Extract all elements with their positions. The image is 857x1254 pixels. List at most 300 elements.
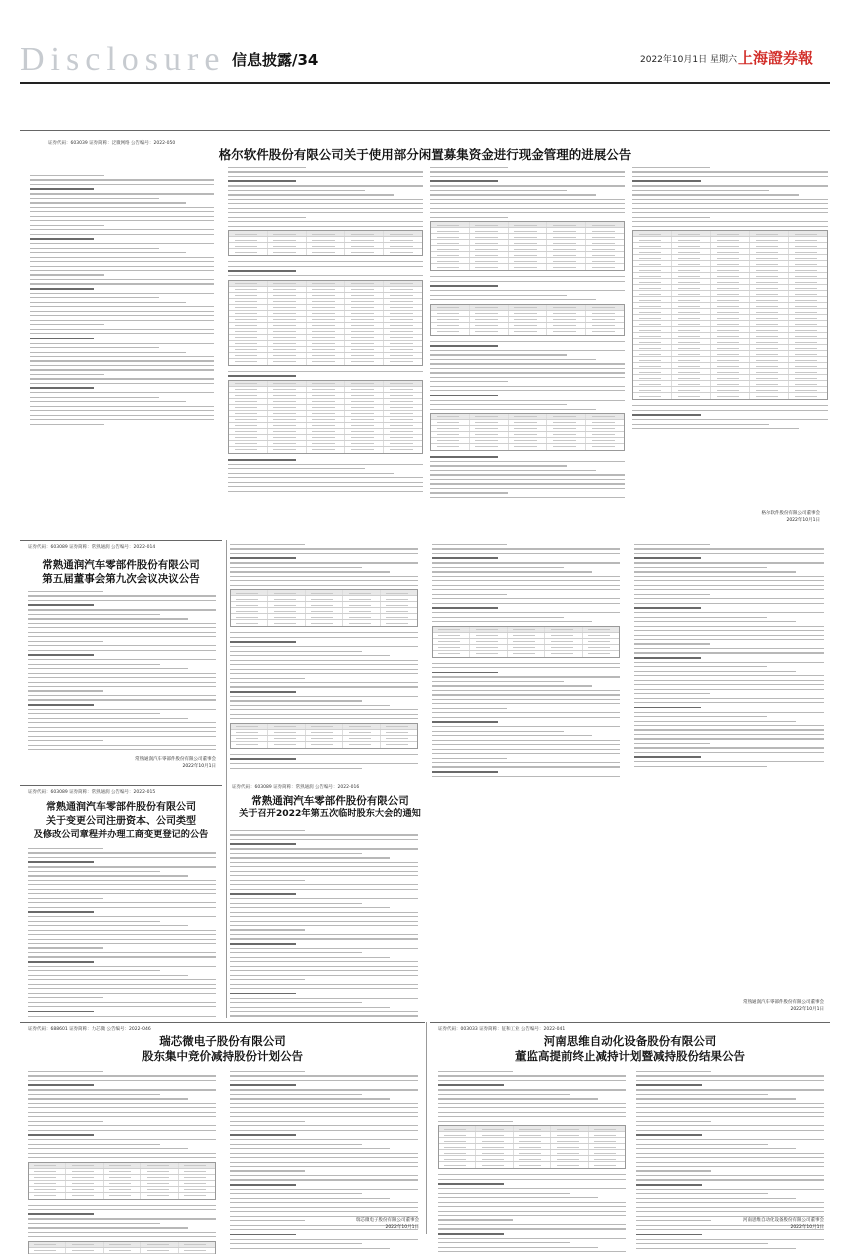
body-text-line bbox=[230, 669, 418, 670]
table-cell bbox=[431, 317, 470, 322]
body-text-line bbox=[438, 1116, 626, 1117]
body-text-line bbox=[432, 744, 620, 745]
body-text-line bbox=[230, 696, 418, 697]
table-cell bbox=[306, 620, 343, 626]
table-cell bbox=[29, 1169, 66, 1174]
body-text-line bbox=[430, 359, 596, 360]
table-cell bbox=[307, 249, 346, 255]
table-cell bbox=[672, 255, 711, 260]
table-cell bbox=[431, 329, 470, 335]
table-cell bbox=[583, 651, 619, 657]
table-cell bbox=[672, 369, 711, 374]
table-cell bbox=[583, 633, 619, 638]
body-text-line bbox=[230, 1134, 296, 1136]
body-text-line bbox=[632, 410, 828, 411]
announcement-block-1 bbox=[20, 130, 830, 528]
body-text-line bbox=[636, 1202, 824, 1203]
table-cell bbox=[306, 730, 343, 735]
body-text-line bbox=[430, 474, 625, 475]
table-cell bbox=[711, 255, 750, 260]
body-text-line bbox=[230, 705, 390, 706]
body-text-line bbox=[28, 893, 216, 894]
table-cell bbox=[268, 335, 307, 340]
table-cell bbox=[29, 1242, 66, 1247]
body-text-line bbox=[30, 248, 159, 249]
body-text-line bbox=[230, 988, 418, 989]
table-cell bbox=[509, 305, 548, 310]
table-cell bbox=[439, 1126, 476, 1131]
body-text-line bbox=[228, 375, 296, 377]
body-text-line bbox=[636, 1130, 824, 1131]
body-text-line bbox=[634, 738, 824, 739]
body-text-line bbox=[432, 589, 620, 590]
body-text-line bbox=[432, 617, 564, 618]
table-cell bbox=[307, 341, 346, 346]
body-text-line bbox=[228, 468, 365, 469]
announcement-title-line-1: 河南思维自动化设备股份有限公司 bbox=[543, 1034, 717, 1048]
body-text-line bbox=[28, 632, 216, 633]
body-text-line bbox=[230, 830, 305, 831]
body-text-line bbox=[430, 176, 625, 177]
body-text-line bbox=[28, 907, 216, 908]
body-text-line bbox=[430, 194, 596, 195]
table-cell bbox=[268, 341, 307, 346]
body-text-line bbox=[30, 184, 214, 185]
body-text-line bbox=[28, 627, 216, 628]
body-text-line bbox=[432, 771, 498, 773]
table-cell bbox=[66, 1181, 103, 1186]
table-cell bbox=[789, 381, 827, 386]
table-cell bbox=[345, 435, 384, 440]
body-text-line bbox=[228, 208, 423, 209]
body-text-line bbox=[30, 347, 159, 348]
announcement-title-line-2: 关于召开2022年第五次临时股东大会的通知 bbox=[239, 808, 421, 819]
body-text-line bbox=[432, 621, 592, 622]
body-text-line bbox=[230, 632, 418, 633]
table-cell bbox=[268, 736, 305, 741]
table-cell bbox=[711, 363, 750, 368]
body-text-line bbox=[30, 374, 104, 375]
table-cell bbox=[431, 222, 470, 227]
body-text-line bbox=[28, 654, 94, 656]
text-column bbox=[230, 830, 418, 1020]
table-cell bbox=[384, 353, 422, 358]
table-cell bbox=[633, 297, 672, 302]
body-text-line bbox=[30, 243, 214, 244]
column-divider bbox=[226, 540, 227, 1018]
table-cell bbox=[789, 327, 827, 332]
table-cell bbox=[633, 315, 672, 320]
body-text-line bbox=[30, 378, 214, 379]
body-text-line bbox=[30, 401, 186, 402]
body-text-line bbox=[632, 428, 799, 429]
body-text-line bbox=[230, 763, 418, 764]
announcement-title-line-2: 第五届董事会第九次会议决议公告 bbox=[42, 573, 200, 585]
table-cell bbox=[586, 222, 624, 227]
body-text-line bbox=[28, 911, 94, 913]
body-text-line bbox=[430, 386, 625, 387]
table-cell bbox=[268, 231, 307, 236]
table-cell bbox=[509, 246, 548, 251]
table-cell bbox=[750, 255, 789, 260]
body-text-line bbox=[230, 957, 390, 958]
signature-date: 2022年10月1日 bbox=[786, 518, 820, 523]
table-cell bbox=[470, 305, 509, 310]
body-text-line bbox=[28, 718, 188, 719]
body-text-line bbox=[636, 1089, 824, 1090]
body-text-line bbox=[28, 1153, 216, 1154]
body-text-line bbox=[230, 848, 418, 849]
table-cell bbox=[789, 387, 827, 392]
data-table bbox=[28, 1241, 216, 1254]
table-cell bbox=[789, 297, 827, 302]
table-cell bbox=[711, 303, 750, 308]
body-text-line bbox=[636, 1243, 768, 1244]
table-cell bbox=[231, 608, 268, 613]
body-text-line bbox=[438, 1098, 598, 1099]
table-cell bbox=[104, 1193, 141, 1199]
table-cell bbox=[789, 309, 827, 314]
table-cell bbox=[789, 285, 827, 290]
table-cell bbox=[551, 1138, 588, 1143]
body-text-line bbox=[28, 591, 103, 592]
body-text-line bbox=[228, 217, 306, 218]
table-cell bbox=[547, 432, 586, 437]
table-cell bbox=[711, 309, 750, 314]
signature-date: 2022年10月1日 bbox=[182, 764, 216, 769]
body-text-line bbox=[438, 1071, 513, 1072]
announcement-title: 格尔软件股份有限公司关于使用部分闲置募集资金进行现金管理的进展公告 bbox=[218, 147, 632, 162]
table-cell bbox=[345, 387, 384, 392]
body-text-line bbox=[28, 1236, 216, 1237]
body-text-line bbox=[432, 672, 498, 674]
table-cell bbox=[470, 329, 509, 335]
table-cell bbox=[179, 1248, 215, 1253]
body-text-line bbox=[634, 589, 824, 590]
body-text-line bbox=[432, 548, 620, 549]
data-table bbox=[228, 380, 423, 454]
section-title: 信息披露/34 bbox=[232, 51, 319, 69]
table-cell bbox=[470, 228, 509, 233]
body-text-line bbox=[28, 636, 216, 637]
body-text-line bbox=[438, 1202, 626, 1203]
body-text-line bbox=[636, 1125, 824, 1126]
table-cell bbox=[307, 311, 346, 316]
table-cell bbox=[231, 596, 268, 601]
body-text-line bbox=[228, 171, 423, 172]
body-text-line bbox=[228, 486, 423, 487]
body-text-line bbox=[634, 671, 796, 672]
body-text-line bbox=[230, 898, 418, 899]
table-cell bbox=[268, 329, 307, 334]
text-column bbox=[432, 544, 620, 780]
body-text-line bbox=[430, 345, 498, 347]
body-text-line bbox=[28, 690, 103, 691]
table-cell bbox=[229, 329, 268, 334]
body-text-line bbox=[230, 651, 362, 652]
table-cell bbox=[589, 1138, 625, 1143]
body-text-line bbox=[636, 1234, 702, 1236]
table-cell bbox=[672, 261, 711, 266]
body-text-line bbox=[28, 1157, 216, 1158]
table-cell bbox=[711, 327, 750, 332]
table-cell bbox=[343, 730, 380, 735]
body-text-line bbox=[634, 675, 824, 676]
body-text-line bbox=[230, 1007, 390, 1008]
table-cell bbox=[514, 1132, 551, 1137]
body-text-line bbox=[636, 1166, 824, 1167]
table-cell bbox=[229, 311, 268, 316]
table-cell bbox=[29, 1163, 66, 1168]
table-cell bbox=[104, 1242, 141, 1247]
body-text-line bbox=[230, 938, 418, 939]
body-text-line bbox=[632, 414, 701, 416]
table-cell bbox=[229, 429, 268, 434]
body-text-line bbox=[636, 1112, 824, 1113]
table-cell bbox=[586, 234, 624, 239]
body-text-line bbox=[228, 491, 423, 492]
table-cell bbox=[307, 429, 346, 434]
table-cell bbox=[583, 627, 619, 632]
body-text-line bbox=[430, 377, 625, 378]
table-cell bbox=[470, 438, 509, 443]
body-text-line bbox=[30, 211, 214, 212]
table-cell bbox=[229, 299, 268, 304]
body-text-line bbox=[632, 167, 710, 168]
table-cell bbox=[141, 1242, 178, 1247]
body-text-line bbox=[28, 1218, 216, 1219]
body-text-line bbox=[432, 681, 564, 682]
table-cell bbox=[514, 1126, 551, 1131]
table-cell bbox=[547, 426, 586, 431]
table-cell bbox=[470, 258, 509, 263]
table-row bbox=[229, 359, 422, 365]
body-text-line bbox=[432, 776, 620, 777]
body-text-line bbox=[28, 984, 216, 985]
table-cell bbox=[514, 1150, 551, 1155]
table-cell bbox=[104, 1175, 141, 1180]
table-cell bbox=[268, 447, 307, 453]
body-text-line bbox=[228, 203, 423, 204]
body-text-line bbox=[30, 352, 186, 353]
body-text-line bbox=[228, 371, 423, 372]
body-text-line bbox=[432, 726, 620, 727]
body-text-line bbox=[28, 595, 216, 596]
body-text-line bbox=[228, 226, 423, 227]
body-text-line bbox=[228, 180, 296, 182]
body-text-line bbox=[230, 646, 418, 647]
announcement-title-line-3: 及修改公司章程并办理工商变更登记的公告 bbox=[33, 829, 209, 840]
body-text-line bbox=[30, 329, 214, 330]
body-text-line bbox=[430, 212, 625, 213]
body-text-line bbox=[634, 544, 710, 545]
table-cell bbox=[268, 393, 307, 398]
table-cell bbox=[268, 399, 307, 404]
table-cell bbox=[29, 1248, 66, 1253]
table-cell bbox=[633, 261, 672, 266]
body-text-line bbox=[634, 553, 824, 554]
body-text-line bbox=[432, 676, 620, 677]
body-text-line bbox=[28, 641, 103, 642]
text-column bbox=[28, 1071, 216, 1254]
table-cell bbox=[345, 411, 384, 416]
table-cell bbox=[384, 381, 422, 386]
table-cell bbox=[551, 1162, 588, 1168]
table-cell bbox=[431, 414, 470, 419]
body-text-line bbox=[636, 1189, 824, 1190]
table-cell bbox=[672, 381, 711, 386]
table-cell bbox=[750, 231, 789, 236]
table-cell bbox=[633, 375, 672, 380]
table-cell bbox=[431, 420, 470, 425]
body-text-line bbox=[230, 571, 390, 572]
text-column bbox=[28, 848, 216, 1020]
announcement-block-2 bbox=[20, 540, 222, 780]
body-text-line bbox=[634, 603, 824, 604]
table-cell bbox=[231, 736, 268, 741]
table-cell bbox=[345, 317, 384, 322]
body-text-line bbox=[438, 1103, 626, 1104]
announcement-title-line-2: 关于变更公司注册资本、公司类型 bbox=[46, 816, 196, 827]
body-text-line bbox=[634, 707, 701, 709]
body-text-line bbox=[230, 834, 418, 835]
table-cell bbox=[229, 341, 268, 346]
body-text-line bbox=[28, 609, 216, 610]
body-text-line bbox=[230, 1116, 418, 1117]
table-cell bbox=[231, 730, 268, 735]
table-cell bbox=[66, 1242, 103, 1247]
table-cell bbox=[439, 1144, 476, 1149]
table-cell bbox=[789, 273, 827, 278]
body-text-line bbox=[634, 684, 824, 685]
table-cell bbox=[509, 317, 548, 322]
table-cell bbox=[589, 1150, 625, 1155]
body-text-line bbox=[632, 208, 828, 209]
table-cell bbox=[470, 252, 509, 257]
body-text-line bbox=[636, 1080, 824, 1081]
body-text-line bbox=[632, 203, 828, 204]
table-cell bbox=[306, 596, 343, 601]
table-cell bbox=[672, 327, 711, 332]
body-text-line bbox=[634, 662, 824, 663]
table-cell bbox=[384, 411, 422, 416]
body-text-line bbox=[230, 961, 418, 962]
body-text-line bbox=[28, 871, 160, 872]
table-cell bbox=[750, 387, 789, 392]
body-text-line bbox=[230, 993, 296, 995]
table-cell bbox=[384, 359, 422, 365]
table-cell bbox=[672, 357, 711, 362]
body-text-line bbox=[432, 562, 620, 563]
table-cell bbox=[711, 315, 750, 320]
table-cell bbox=[509, 420, 548, 425]
table-cell bbox=[179, 1187, 215, 1192]
table-cell bbox=[384, 341, 422, 346]
body-text-line bbox=[432, 685, 592, 686]
table-cell bbox=[345, 305, 384, 310]
data-table bbox=[230, 589, 418, 627]
table-cell bbox=[384, 243, 422, 248]
table-row bbox=[229, 249, 422, 255]
table-cell bbox=[711, 339, 750, 344]
table-cell bbox=[711, 351, 750, 356]
body-text-line bbox=[28, 1112, 216, 1113]
body-text-line bbox=[634, 743, 710, 744]
table-cell bbox=[711, 297, 750, 302]
table-cell bbox=[268, 435, 307, 440]
table-cell bbox=[307, 299, 346, 304]
table-cell bbox=[345, 281, 384, 286]
body-text-line bbox=[230, 857, 390, 858]
body-text-line bbox=[430, 281, 625, 282]
table-cell bbox=[381, 736, 417, 741]
body-text-line bbox=[430, 341, 625, 342]
table-cell bbox=[104, 1187, 141, 1192]
body-text-line bbox=[430, 299, 596, 300]
table-cell bbox=[750, 345, 789, 350]
table-cell bbox=[229, 381, 268, 386]
body-text-line bbox=[230, 1239, 418, 1240]
table-cell bbox=[345, 293, 384, 298]
body-text-line bbox=[230, 562, 418, 563]
body-text-line bbox=[28, 600, 216, 601]
table-cell bbox=[343, 736, 380, 741]
body-text-line bbox=[432, 553, 620, 554]
body-text-line bbox=[636, 1139, 824, 1140]
body-text-line bbox=[230, 1121, 305, 1122]
body-text-line bbox=[30, 288, 94, 290]
body-text-line bbox=[230, 1089, 418, 1090]
table-cell bbox=[711, 285, 750, 290]
table-cell bbox=[545, 645, 582, 650]
body-text-line bbox=[432, 612, 620, 613]
body-text-line bbox=[28, 1002, 216, 1003]
body-text-line bbox=[430, 492, 508, 493]
body-text-line bbox=[28, 966, 216, 967]
body-text-line bbox=[228, 194, 394, 195]
table-cell bbox=[229, 287, 268, 292]
body-text-line bbox=[230, 709, 418, 710]
body-text-line bbox=[430, 409, 596, 410]
table-cell bbox=[750, 369, 789, 374]
table-cell bbox=[470, 645, 507, 650]
table-cell bbox=[711, 237, 750, 242]
table-cell bbox=[307, 231, 346, 236]
table-cell bbox=[711, 261, 750, 266]
body-text-line bbox=[230, 970, 418, 971]
body-text-line bbox=[432, 703, 620, 704]
signature: 常熟通润汽车零部件股份有限公司董事会 bbox=[135, 757, 216, 762]
body-text-line bbox=[30, 270, 214, 271]
body-text-line bbox=[634, 716, 767, 717]
table-cell bbox=[307, 435, 346, 440]
body-text-line bbox=[634, 680, 824, 681]
body-text-line bbox=[432, 758, 507, 759]
table-cell bbox=[711, 345, 750, 350]
table-cell bbox=[633, 273, 672, 278]
body-text-line bbox=[634, 626, 824, 627]
table-cell bbox=[789, 375, 827, 380]
body-text-line bbox=[28, 618, 188, 619]
body-text-line bbox=[30, 179, 214, 180]
table-cell bbox=[586, 246, 624, 251]
body-text-line bbox=[30, 415, 214, 416]
body-text-line bbox=[432, 544, 507, 545]
body-text-line bbox=[230, 1234, 296, 1236]
table-cell bbox=[431, 426, 470, 431]
table-cell bbox=[672, 273, 711, 278]
table-cell bbox=[343, 724, 380, 729]
